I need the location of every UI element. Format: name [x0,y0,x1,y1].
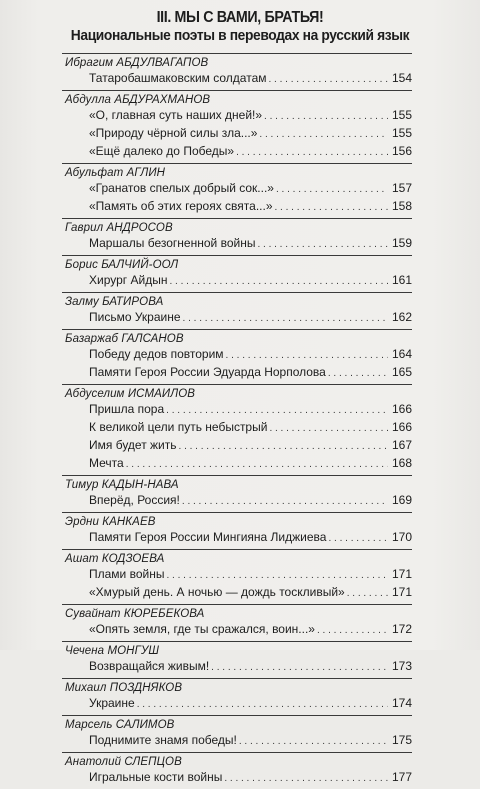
entry-title: Украине [89,696,135,710]
entry-title: Памяти Героя России Мингияна Лиджиева [89,530,327,544]
entry-title: К великой цели путь небыстрый [89,420,268,434]
entry-title: Имя будет жить [89,438,177,452]
toc-entry[interactable] [62,621,412,639]
author-block [62,512,412,549]
table-of-contents [62,53,412,789]
author-block [62,255,412,292]
toc-entry[interactable] [62,566,412,584]
dot-leader [224,771,388,787]
dot-leader [276,182,388,198]
entry-title: «Память об этих героях свята...» [89,199,273,213]
author-name: Ибрагим АБДУЛВАГАПОВ [65,57,209,69]
toc-entry[interactable] [62,584,412,602]
toc-entry[interactable] [62,107,412,125]
page-number: 166 [391,420,412,434]
dot-leader [239,734,388,750]
entry-title: Пришла пора [89,402,165,416]
author-block [62,53,412,90]
entry-title: «Хмурый день. А ночью — дождь тоскливый» [89,585,345,599]
dot-leader [259,127,388,143]
page-number: 155 [391,108,412,122]
toc-entry[interactable] [62,769,412,787]
entry-title: Вперёд, Россия! [89,493,180,507]
toc-entry[interactable] [62,401,412,419]
entry-title: Игральные кости войны [89,770,223,784]
page-number: 162 [391,310,412,324]
author-block [62,641,412,678]
dot-leader [275,200,389,216]
dot-leader [126,457,388,473]
dot-leader [182,494,388,510]
author-name: Залму БАТИРОВА [65,296,164,308]
toc-entry[interactable] [62,198,412,216]
author-block [62,604,412,641]
entry-title: «Природу чёрной силы зла...» [89,126,258,140]
dot-leader [347,586,388,602]
page-number: 154 [391,71,412,85]
author-block [62,384,412,475]
author-block [62,292,412,329]
toc-entry[interactable] [62,455,412,473]
dot-leader [269,421,388,437]
author-name: Абульфат АГЛИН [65,167,166,179]
author-block [62,475,412,512]
dot-leader [257,237,388,253]
entry-title: «О, главная суть наших дней!» [89,108,263,122]
entry-title: «Гранатов спелых добрый сок...» [89,181,274,195]
toc-entry[interactable] [62,180,412,198]
toc-entry[interactable] [62,125,412,143]
author-name: Тимур КАДЫН-НАВА [65,479,179,491]
author-name: Сувайнат КЮРЕБЕКОВА [65,608,205,620]
dot-leader [169,274,388,290]
page-number: 172 [391,622,412,636]
dot-leader [166,568,388,584]
page-number: 166 [391,402,412,416]
page-number: 170 [391,530,412,544]
page-number: 155 [391,126,412,140]
entry-title: Памяти Героя России Эдуарда Норполова [89,365,326,379]
entry-title: Победу дедов повторим [89,347,224,361]
toc-entry[interactable] [62,529,412,547]
author-block [62,163,412,218]
section-title: III. МЫ С ВАМИ, БРАТЬЯ! [156,9,324,26]
page-number: 169 [391,493,412,507]
dot-leader [183,311,388,327]
dot-leader [211,660,388,676]
page-number: 174 [391,696,412,710]
page-number: 161 [391,273,412,287]
page-number: 168 [391,456,412,470]
author-name: Базаржаб ГАЛСАНОВ [65,333,184,345]
toc-entry[interactable] [62,70,412,88]
page-number: 171 [391,585,412,599]
section-header [0,9,480,45]
entry-title: Мечта [89,456,124,470]
page-number: 157 [391,181,412,195]
entry-title: «Ещё далеко до Победы» [89,144,235,158]
page-number: 165 [391,365,412,379]
toc-entry[interactable] [62,658,412,676]
toc-entry[interactable] [62,695,412,713]
section-subtitle: Национальные поэты в переводах на русский язык [70,27,410,44]
author-name: Абдулла АБДУРАХМАНОВ [65,94,211,106]
author-name: Марсель САЛИМОВ [65,719,175,731]
author-name: Анатолий СЛЕПЦОВ [65,756,182,768]
author-block [62,549,412,604]
author-name: Эрдни КАНКАЕВ [65,516,156,528]
author-name: Борис БАЛЧИЙ-ООЛ [65,259,179,271]
page-number: 159 [391,236,412,250]
toc-entry[interactable] [62,364,412,382]
dot-leader [328,531,388,547]
author-name: Гаврил АНДРОСОВ [65,222,173,234]
entry-title: Плами войны [89,567,165,581]
author-name: Чечена МОНГУШ [65,645,160,657]
dot-leader [328,366,388,382]
toc-entry[interactable] [62,272,412,290]
page-number: 175 [391,733,412,747]
dot-leader [317,623,388,639]
dot-leader [179,439,388,455]
page-number: 171 [391,567,412,581]
author-block [62,329,412,384]
page-number: 167 [391,438,412,452]
dot-leader [264,109,388,125]
dot-leader [226,348,388,364]
toc-entry[interactable] [62,419,412,437]
toc-entry[interactable] [62,309,412,327]
author-block [62,752,412,789]
entry-title: Маршалы безогненной войны [89,236,256,250]
toc-entry[interactable] [62,346,412,364]
entry-title: Письмо Украине [89,310,181,324]
page-number: 173 [391,659,412,673]
dot-leader [166,403,388,419]
toc-entry[interactable] [62,437,412,455]
entry-title: Возвращайся живым! [89,659,210,673]
toc-entry[interactable] [62,235,412,253]
author-block [62,678,412,715]
dot-leader [236,145,388,161]
toc-entry[interactable] [62,492,412,510]
dot-leader [137,697,388,713]
dot-leader [269,72,389,88]
entry-title: Хирург Айдын [89,273,168,287]
page-number: 156 [391,144,412,158]
entry-title: Татаробашмаковским солдатам [89,71,267,85]
page-number: 164 [391,347,412,361]
author-name: Абдуселим ИСМАИЛОВ [65,388,196,400]
page-number: 177 [391,770,412,784]
entry-title: «Опять земля, где ты сражался, воин...» [89,622,315,636]
author-name: Михаил ПОЗДНЯКОВ [65,682,183,694]
author-block [62,218,412,255]
toc-entry[interactable] [62,732,412,750]
author-block [62,715,412,752]
author-name: Ашат КОДЗОЕВА [65,553,165,565]
author-block [62,90,412,163]
page-number: 158 [391,199,412,213]
entry-title: Поднимите знамя победы! [89,733,237,747]
toc-entry[interactable] [62,143,412,161]
